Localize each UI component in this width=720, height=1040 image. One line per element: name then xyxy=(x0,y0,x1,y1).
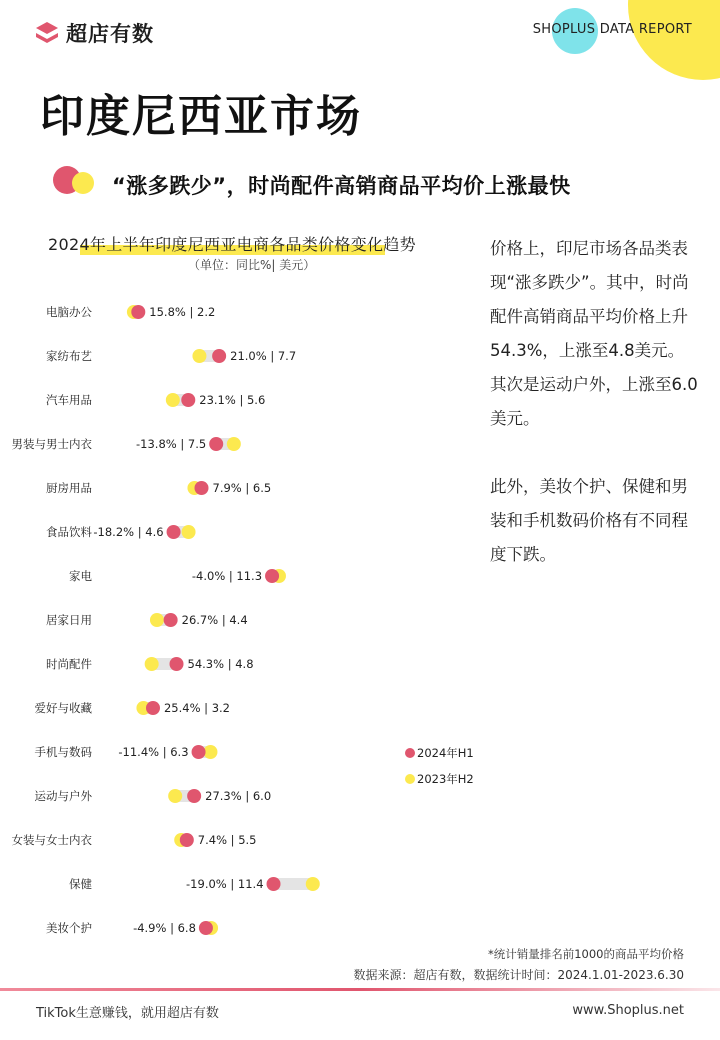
data-label: 54.3% | 4.8 xyxy=(187,657,254,671)
point-2024h1 xyxy=(181,393,195,407)
point-2024h1 xyxy=(164,613,178,627)
point-2024h1 xyxy=(212,349,226,363)
category-label: 女装与女士内衣 xyxy=(11,833,92,847)
point-2024h1 xyxy=(209,437,223,451)
commentary-paragraph-2: 此外，美妆个护、保健和男装和手机数码价格有不同程度下跌。 xyxy=(490,477,688,564)
footer-divider xyxy=(0,988,720,991)
point-2023h2 xyxy=(203,745,217,759)
data-label: 15.8% | 2.2 xyxy=(149,305,216,319)
chart-legend xyxy=(405,740,474,792)
point-2023h2 xyxy=(168,789,182,803)
data-label: 25.4% | 3.2 xyxy=(163,701,231,715)
point-2024h1 xyxy=(267,877,281,891)
data-label: -18.2% | 4.6 xyxy=(93,525,164,539)
point-2023h2 xyxy=(166,393,180,407)
report-label: SHOPLUS DATA REPORT xyxy=(532,22,692,37)
data-label: -19.0% | 11.4 xyxy=(186,877,264,891)
legend-label-2023h2: 2023年H2 xyxy=(417,772,474,786)
category-label: 汽车用品 xyxy=(46,393,92,407)
category-label: 爱好与收藏 xyxy=(34,701,92,715)
legend-dot-red xyxy=(405,748,415,758)
data-label: 26.7% | 4.4 xyxy=(181,613,248,627)
point-2023h2 xyxy=(306,877,320,891)
data-label: 7.4% | 5.5 xyxy=(197,833,257,847)
logo-icon xyxy=(34,20,60,46)
data-label: 27.3% | 6.0 xyxy=(205,789,272,803)
point-2024h1 xyxy=(167,525,181,539)
data-label: -4.0% | 11.3 xyxy=(191,569,263,583)
category-label: 美妆个护 xyxy=(46,921,92,935)
category-label: 运动与户外 xyxy=(34,789,92,803)
point-2024h1 xyxy=(192,745,206,759)
data-label: 23.1% | 5.6 xyxy=(199,393,266,407)
price-change-chart xyxy=(0,290,480,940)
legend-label-2024h1: 2024年H1 xyxy=(417,746,474,760)
point-2024h1 xyxy=(170,657,184,671)
point-2023h2 xyxy=(227,437,241,451)
category-label: 电脑办公 xyxy=(46,305,92,319)
chart-title: 2024年上半年印度尼西亚电商各品类价格变化趋势 xyxy=(48,235,416,254)
point-2023h2 xyxy=(182,525,196,539)
category-label: 居家日用 xyxy=(46,613,92,627)
category-label: 手机与数码 xyxy=(34,745,92,759)
point-2023h2 xyxy=(145,657,159,671)
brand-logo[interactable] xyxy=(34,18,154,48)
point-2024h1 xyxy=(265,569,279,583)
logo-text: 超店有数 xyxy=(66,22,154,46)
category-label: 时尚配件 xyxy=(46,657,92,671)
page-title: 印度尼西亚市场 xyxy=(40,91,362,142)
chart-unit: （单位：同比%| 美元） xyxy=(188,258,316,272)
side-commentary xyxy=(490,232,700,606)
category-label: 食品饮料 xyxy=(46,525,92,539)
footnote: *统计销量排名前1000的商品平均价格 xyxy=(487,947,684,961)
category-label: 家电 xyxy=(69,569,92,583)
category-label: 保健 xyxy=(69,877,92,891)
data-label: -13.8% | 7.5 xyxy=(136,437,207,451)
data-label: -11.4% | 6.3 xyxy=(118,745,189,759)
commentary-paragraph-1: 价格上，印尼市场各品类表现“涨多跌少”。其中，时尚配件高销商品平均价格上升54.3%，上涨至4.8美元。其次是运动户外，上涨至6.0美元。 xyxy=(490,239,698,428)
subtitle-dots-icon xyxy=(52,164,102,198)
data-label: 21.0% | 7.7 xyxy=(230,349,297,363)
category-label: 家纺布艺 xyxy=(46,349,92,363)
data-label: 7.9% | 6.5 xyxy=(212,481,272,495)
subtitle: “涨多跌少”，时尚配件高销商品平均价上涨最快 xyxy=(112,174,571,198)
data-source: 数据来源：超店有数，数据统计时间：2024.1.01-2023.6.30 xyxy=(353,968,684,982)
legend-item-2023h2 xyxy=(405,766,474,792)
point-2024h1 xyxy=(180,833,194,847)
point-2024h1 xyxy=(131,305,145,319)
legend-item-2024h1 xyxy=(405,740,474,766)
footer-website-link[interactable]: www.Shoplus.net xyxy=(572,1003,684,1018)
decor-circle-yellow xyxy=(628,0,720,80)
point-2024h1 xyxy=(146,701,160,715)
point-2023h2 xyxy=(192,349,206,363)
point-2024h1 xyxy=(195,481,209,495)
category-label: 男装与男士内衣 xyxy=(11,437,92,451)
point-2024h1 xyxy=(199,921,213,935)
legend-dot-yellow xyxy=(405,774,415,784)
category-label: 厨房用品 xyxy=(46,481,92,495)
data-label: -4.9% | 6.8 xyxy=(133,921,196,935)
point-2023h2 xyxy=(150,613,164,627)
point-2024h1 xyxy=(187,789,201,803)
footer-slogan: TikTok生意赚钱，就用超店有数 xyxy=(36,1006,219,1021)
